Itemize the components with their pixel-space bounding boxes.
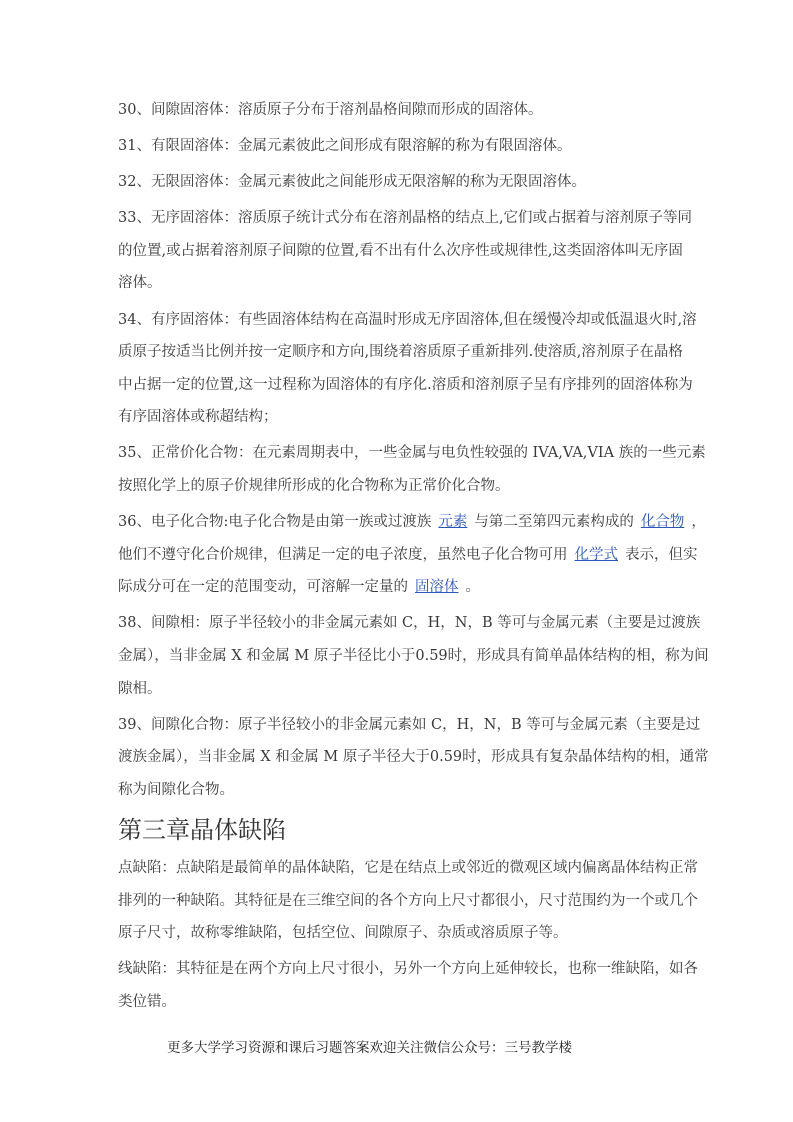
paragraph <box>118 202 693 300</box>
text-line: 31、有限固溶体：金属元素彼此之间形成有限溶解的称为有限固溶体。 <box>118 138 572 155</box>
glossary-link[interactable]: 元素 <box>438 514 468 531</box>
text-line: 39、间隙化合物：原子半径较小的非金属元素如 C，H，N，B 等可与金属元素（主要是过 <box>118 716 701 733</box>
text-segment: 他们不遵守化合价规律，但满足一定的电子浓度，虽然电子化合物可用 <box>118 546 568 563</box>
text-line: 隙相。 <box>118 680 162 697</box>
paragraph <box>118 506 706 604</box>
text-line: 34、有序固溶体：有些固溶体结构在高温时形成无序固溶体,但在缓慢冷却或低温退火时,溶 <box>118 311 697 328</box>
text-line: 32、无限固溶体：金属元素彼此之间能形成无限溶解的称为无限固溶体。 <box>118 174 586 191</box>
glossary-link[interactable]: 化学式 <box>574 546 618 563</box>
text-segment: 36、电子化合物:电子化合物是由第一族或过渡族 <box>118 514 432 531</box>
text-line: 金属），当非金属 X 和金属 M 原子半径比小于0.59时，形成具有简单晶体结构的相，称为间 <box>118 648 709 664</box>
text-line: 38、间隙相：原子半径较小的非金属元素如 C，H，N，B 等可与金属元素（主要是过渡族 <box>118 615 701 632</box>
text-line <box>118 506 706 539</box>
text-segment: 表示，但实 <box>625 546 698 563</box>
text-segment: 与第二至第四元素构成的 <box>474 514 634 531</box>
paragraph <box>118 166 688 199</box>
text-line <box>118 571 688 604</box>
text-segment: 。 <box>465 579 480 596</box>
text-line: 35、正常价化合物：在元素周期表中，一些金属与电负性较强的 IVA,VA,VIA 族的一些元素 <box>118 445 706 462</box>
text-line: 排列的一种缺陷。其特征是在三维空间的各个方向上尺寸都很小，尺寸范围约为一个或几个 <box>118 892 698 909</box>
definitions-section <box>118 94 709 806</box>
paragraph <box>118 94 688 127</box>
paragraph <box>118 607 709 705</box>
text-line: 称为间隙化合物。 <box>118 781 234 798</box>
text-line: 质原子按适当比例并按一定顺序和方向,围绕着溶质原子重新排列.使溶质,溶剂原子在晶格 <box>118 344 683 361</box>
text-line: 渡族金属），当非金属 X 和金属 M 原子半径大于0.59时，形成具有复杂晶体结构的相，通常 <box>118 749 709 766</box>
text-line: 原子尺寸，故称零维缺陷，包括空位、间隙原子、杂质或溶质原子等。 <box>118 925 568 942</box>
text-line: 30、间隙固溶体：溶质原子分布于溶剂晶格间隙而形成的固溶体。 <box>118 102 543 118</box>
paragraph <box>118 709 709 807</box>
paragraph <box>118 304 697 434</box>
chapter-heading: 第三章晶体缺陷 <box>118 815 286 844</box>
page-footer: 更多大学学习资源和课后习题答案欢迎关注微信公众号：三号教学楼 <box>167 1040 572 1056</box>
glossary-link[interactable]: 化合物 <box>640 514 685 531</box>
paragraph <box>118 953 698 1018</box>
glossary-link[interactable]: 固溶体 <box>415 579 459 596</box>
text-line: 33、无序固溶体：溶质原子统计式分布在溶剂晶格的结点上,它们或占据着与溶剂原子等同 <box>118 210 693 227</box>
text-segment: 际成分可在一定的范围变动，可溶解一定量的 <box>118 579 408 596</box>
text-line: 点缺陷：点缺陷是最简单的晶体缺陷，它是在结点上或邻近的微观区域内偏离晶体结构正常 <box>118 859 698 876</box>
text-line: 溶体。 <box>118 275 162 292</box>
paragraph <box>118 130 688 163</box>
paragraph <box>118 437 706 502</box>
paragraph <box>118 852 698 950</box>
text-line <box>118 539 698 572</box>
text-line: 类位错。 <box>118 993 176 1010</box>
text-line: 线缺陷：其特征是在两个方向上尺寸很小，另外一个方向上延伸较长，也称一维缺陷，如各 <box>118 961 698 978</box>
text-line: 按照化学上的原子价规律所形成的化合物称为正常价化合物。 <box>118 478 510 495</box>
text-line: 中占据一定的位置,这一过程称为固溶体的有序化.溶质和溶剂原子呈有序排列的固溶体称为 <box>118 376 693 393</box>
text-line: 的位置,或占据着溶剂原子间隙的位置,看不出有什么次序性或规律性,这类固溶体叫无序固 <box>118 242 683 259</box>
document-body <box>118 94 709 1022</box>
text-segment: ， <box>691 514 706 531</box>
text-line: 有序固溶体或称超结构； <box>118 409 278 426</box>
defects-section <box>118 852 698 1018</box>
